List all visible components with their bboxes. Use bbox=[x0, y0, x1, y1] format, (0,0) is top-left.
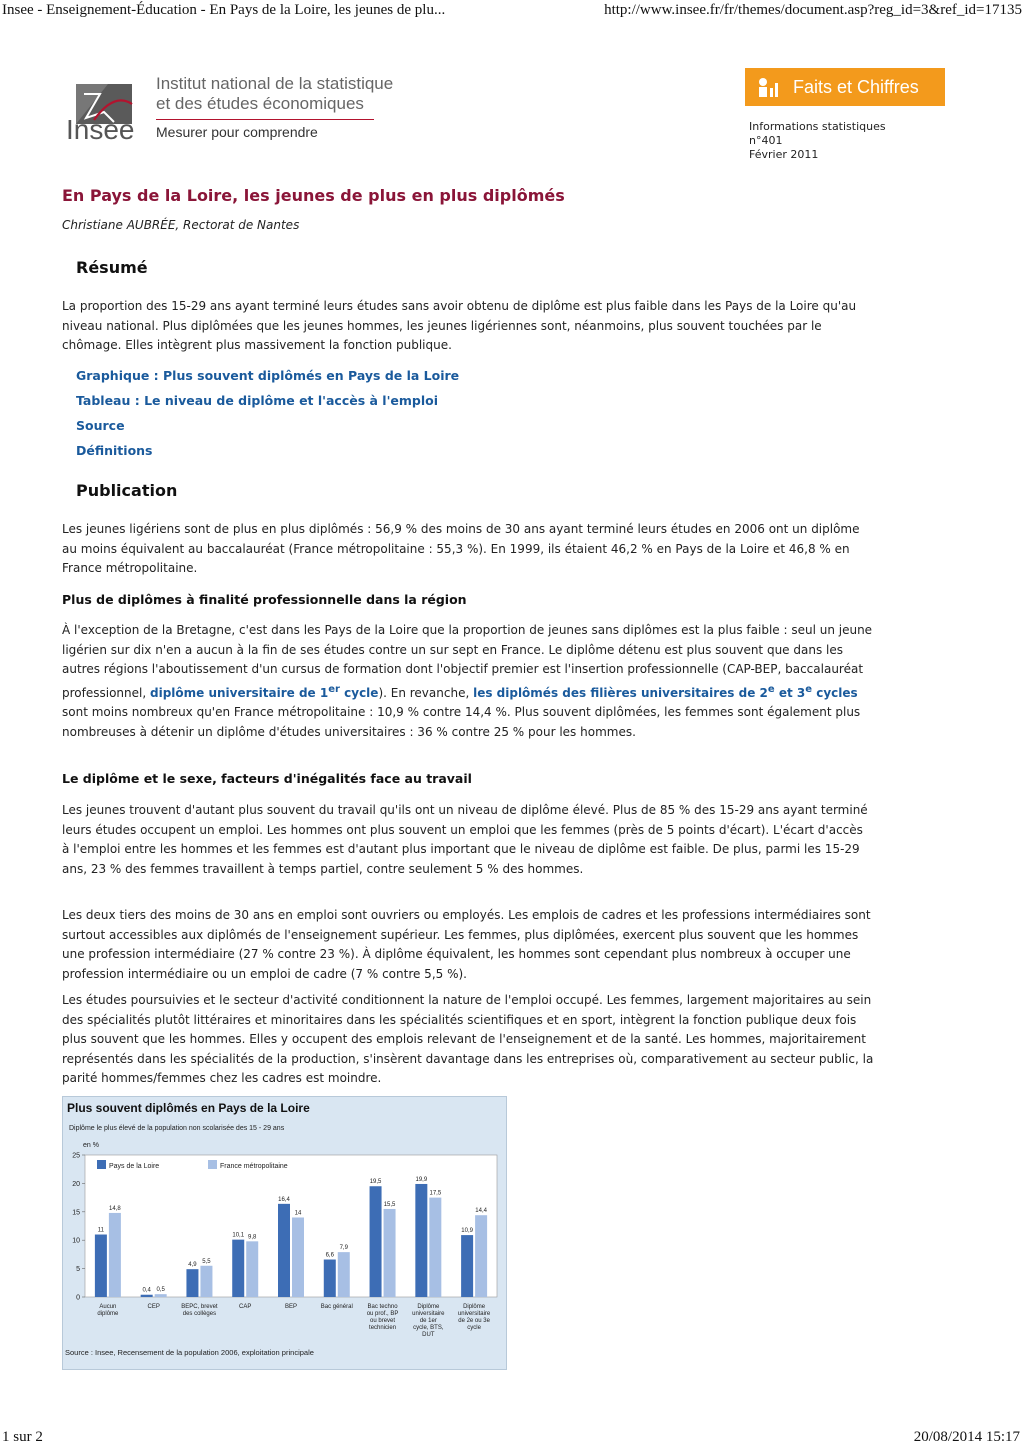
bar-value-label: 4,9 bbox=[188, 1262, 197, 1269]
link-tableau[interactable]: Tableau : Le niveau de diplôme et l'accès à l'emploi bbox=[76, 393, 439, 408]
y-axis-unit: en % bbox=[83, 1142, 99, 1149]
chart-plus-souvent-diplomes bbox=[62, 1096, 507, 1370]
x-category-label: BEP bbox=[284, 1304, 298, 1310]
bar bbox=[384, 1209, 396, 1297]
link-graphique[interactable]: Graphique : Plus souvent diplômés en Pays de la Loire bbox=[76, 368, 460, 383]
y-tick-label: 0 bbox=[76, 1294, 80, 1302]
bar bbox=[338, 1252, 350, 1297]
x-category-label: CAP bbox=[239, 1304, 252, 1310]
bar bbox=[415, 1184, 427, 1297]
print-page-number: 1 sur 2 bbox=[2, 1429, 43, 1445]
bar-value-label: 14 bbox=[294, 1210, 302, 1217]
chart-source: Source : Insee, Recensement de la population 2006, exploitation principale bbox=[65, 1348, 314, 1357]
bar bbox=[429, 1198, 441, 1297]
logo-motto: Mesurer pour comprendre bbox=[156, 124, 318, 140]
legend-swatch bbox=[97, 1160, 106, 1169]
x-category-label: Bac général bbox=[320, 1304, 353, 1310]
link-definitions[interactable]: Définitions bbox=[76, 443, 153, 458]
bar-value-label: 15,5 bbox=[383, 1201, 396, 1208]
bar bbox=[370, 1186, 382, 1297]
faits-et-chiffres-badge[interactable] bbox=[745, 68, 945, 106]
publication-heading: Publication bbox=[76, 481, 178, 500]
print-page-url: http://www.insee.fr/fr/themes/document.asp?reg_id=3&ref_id=17135 bbox=[604, 2, 1022, 18]
bar-value-label: 16,4 bbox=[278, 1196, 290, 1203]
bar bbox=[292, 1217, 304, 1297]
paragraph-5: Les études poursuivies et le secteur d'activité conditionnent la nature de l'emploi occupé. Les femmes, largement majoritaires au sein des spécialités plutôt littéraires et minoritaires dans les spécialités scientifiques et en sport, intègrent la fonction publique deux fois plus souvent que les hommes. Elles y occupent des emplois relevant de l'enseignement et de la santé. Les hommes, majoritairement représentés dans les spécialités de la production, s'insèrent davantage dans les entreprises où, comparativement au secteur public, la parité hommes/femmes chez les cadres est moindre. bbox=[62, 993, 874, 1086]
bar bbox=[109, 1213, 121, 1297]
bar-value-label: 7,9 bbox=[339, 1245, 348, 1252]
bar bbox=[200, 1266, 212, 1297]
resume-text: La proportion des 15-29 ans ayant terminé leurs études sans avoir obtenu de diplôme est plus faible dans les Pays de la Loire qu'au niveau national. Plus diplômées que les jeunes hommes, les jeunes ligériennes sont, néanmoins, plus souvent touchées par le chômage. Elles intègrent plus massivement la fonction publique. bbox=[62, 299, 857, 353]
bar bbox=[232, 1240, 244, 1297]
bar-value-label: 6,6 bbox=[325, 1252, 334, 1259]
publication-info: Informations statistiques n°401 Février 2011 bbox=[749, 120, 886, 161]
link-diplome-1er-cycle[interactable]: diplôme universitaire de 1er cycle bbox=[149, 683, 379, 700]
bar-value-label: 14,8 bbox=[109, 1205, 121, 1212]
y-tick-label: 15 bbox=[72, 1209, 80, 1217]
legend-swatch bbox=[208, 1160, 217, 1169]
y-tick-label: 10 bbox=[72, 1237, 80, 1245]
bar-value-label: 19,9 bbox=[415, 1176, 428, 1183]
bar-value-label: 14,4 bbox=[475, 1208, 487, 1215]
bar bbox=[246, 1241, 258, 1297]
x-category-label: CEP bbox=[147, 1304, 160, 1310]
bar bbox=[155, 1294, 167, 1297]
bar-value-label: 19,5 bbox=[369, 1179, 382, 1186]
paragraph-3: Les jeunes trouvent d'autant plus souvent du travail qu'ils ont un niveau de diplôme élevé. Plus de 85 % des 15-29 ans ayant terminé leurs études occupent un emploi. Les hommes ont plus souvent un emploi que les femmes (près de 5 points d'écart). L'écart d'accès à l'emploi entre les hommes et les femmes est d'autant plus important que le niveau de diplôme est faible. De plus, parmi les 15-29 ans, 23 % des femmes travaillent à temps partiel, contre seulement 5 % des hommes. bbox=[62, 803, 868, 876]
chart-people-icon bbox=[755, 76, 781, 98]
link-diplomes-2e-3e-cycles[interactable]: les diplômés des filières universitaires de 2e et 3e cycles bbox=[473, 683, 858, 700]
bar-value-label: 5,5 bbox=[202, 1258, 211, 1265]
bar bbox=[324, 1260, 336, 1297]
paragraph-1: Les jeunes ligériens sont de plus en plus diplômés : 56,9 % des moins de 30 ans ayant terminé leurs études en 2006 ont un diplôme au moins équivalent au baccalauréat (France métropolitaine : 55,3 %). En 1999, ils étaient 46,2 % en Pays de la Loire et 46,8 % en France métropolitaine. bbox=[62, 522, 860, 576]
bar bbox=[461, 1235, 473, 1297]
x-category-label: Diplôme universitaire de 1er cycle, BTS, DUT bbox=[412, 1304, 445, 1338]
bar bbox=[278, 1204, 290, 1297]
resume-heading: Résumé bbox=[76, 258, 148, 277]
bar bbox=[141, 1295, 153, 1297]
subheading-diplome-sexe: Le diplôme et le sexe, facteurs d'inégalités face au travail bbox=[62, 771, 472, 786]
legend-label: Pays de la Loire bbox=[109, 1163, 160, 1170]
bar-value-label: 10,1 bbox=[232, 1232, 245, 1239]
print-datetime: 20/08/2014 15:17 bbox=[913, 1429, 1020, 1445]
article-author: Christiane AUBRÉE, Rectorat de Nantes bbox=[62, 218, 300, 232]
bar-value-label: 10,9 bbox=[461, 1228, 473, 1235]
institute-name: Institut national de la statistique et des études économiques bbox=[156, 74, 394, 113]
x-category-label: Diplôme universitaire de 2e ou 3e cycle bbox=[457, 1304, 491, 1331]
y-tick-label: 5 bbox=[76, 1266, 80, 1274]
link-source[interactable]: Source bbox=[76, 418, 125, 433]
y-tick-label: 20 bbox=[72, 1180, 80, 1188]
summary-links bbox=[76, 366, 459, 466]
article-title: En Pays de la Loire, les jeunes de plus en plus diplômés bbox=[62, 186, 565, 205]
y-tick-label: 25 bbox=[72, 1152, 80, 1160]
print-page-title: Insee - Enseignement-Éducation - En Pays de la Loire, les jeunes de plu... bbox=[2, 2, 446, 18]
badge-label: Faits et Chiffres bbox=[793, 77, 919, 97]
bar-chart bbox=[63, 1097, 506, 1369]
chart-title: Plus souvent diplômés en Pays de la Loire bbox=[67, 1101, 310, 1115]
bar bbox=[475, 1215, 487, 1297]
bar bbox=[95, 1235, 107, 1297]
x-category-label: Bac techno ou prof., BP ou brevet technicien bbox=[366, 1304, 399, 1331]
legend-label: France métropolitaine bbox=[220, 1163, 288, 1170]
paragraph-4: Les deux tiers des moins de 30 ans en emploi sont ouvriers ou employés. Les emplois de cadres et les professions intermédiaires sont surtout accessibles aux diplômés de l'enseignement supérieur. Les femmes, plus diplômées, exercent plus souvent que les hommes une profession intermédiaire (27 % contre 23 %). À diplôme équivalent, les hommes sont cependant plus nombreux à occuper une profession intermédiaire ou un emploi de cadre (7 % contre 5,5 %). bbox=[62, 908, 871, 981]
paragraph-2: À l'exception de la Bretagne, c'est dans les Pays de la Loire que la proportion de jeunes sans diplômes est la plus faible : seul un jeune ligérien sur dix n'en a aucun à la fin de ses études contre un sur sept en France. Le diplôme détenu est plus souvent que dans les autres régions l'aboutissement d'un cursus de formation dont l'objectif premier est l'insertion professionnelle (CAP-BEP, baccalauréat professionnel, diplôme universitaire de 1er cycle). En revanche, les diplômés des filières universitaires de 2e et 3e cycles sont moins nombreux qu'en France métropolitaine : 10,9 % contre 14,4 %. Plus souvent diplômées, les femmes sont également plus nombreuses à détenir un diplôme d'études universitaires : 36 % contre 25 % pour les hommes. bbox=[62, 623, 873, 739]
insee-wordmark: Insee bbox=[66, 114, 135, 145]
bar-value-label: 17,5 bbox=[429, 1190, 442, 1197]
subheading-diplomes-pro: Plus de diplômes à finalité professionnelle dans la région bbox=[62, 592, 467, 607]
print-footer bbox=[0, 1428, 1024, 1450]
bar bbox=[186, 1269, 198, 1297]
insee-logo bbox=[64, 70, 404, 150]
bar-value-label: 9,8 bbox=[248, 1234, 257, 1241]
bar-value-label: 0,5 bbox=[156, 1287, 165, 1294]
x-category-label: Aucun diplôme bbox=[97, 1304, 119, 1317]
x-category-label: BEPC, brevet des collèges bbox=[181, 1304, 218, 1317]
print-header bbox=[0, 0, 1024, 22]
logo-divider bbox=[156, 119, 374, 120]
bar-value-label: 0,4 bbox=[142, 1287, 151, 1294]
bar-value-label: 11 bbox=[97, 1227, 105, 1234]
chart-subtitle: Diplôme le plus élevé de la population non scolarisée des 15 - 29 ans bbox=[69, 1125, 285, 1132]
